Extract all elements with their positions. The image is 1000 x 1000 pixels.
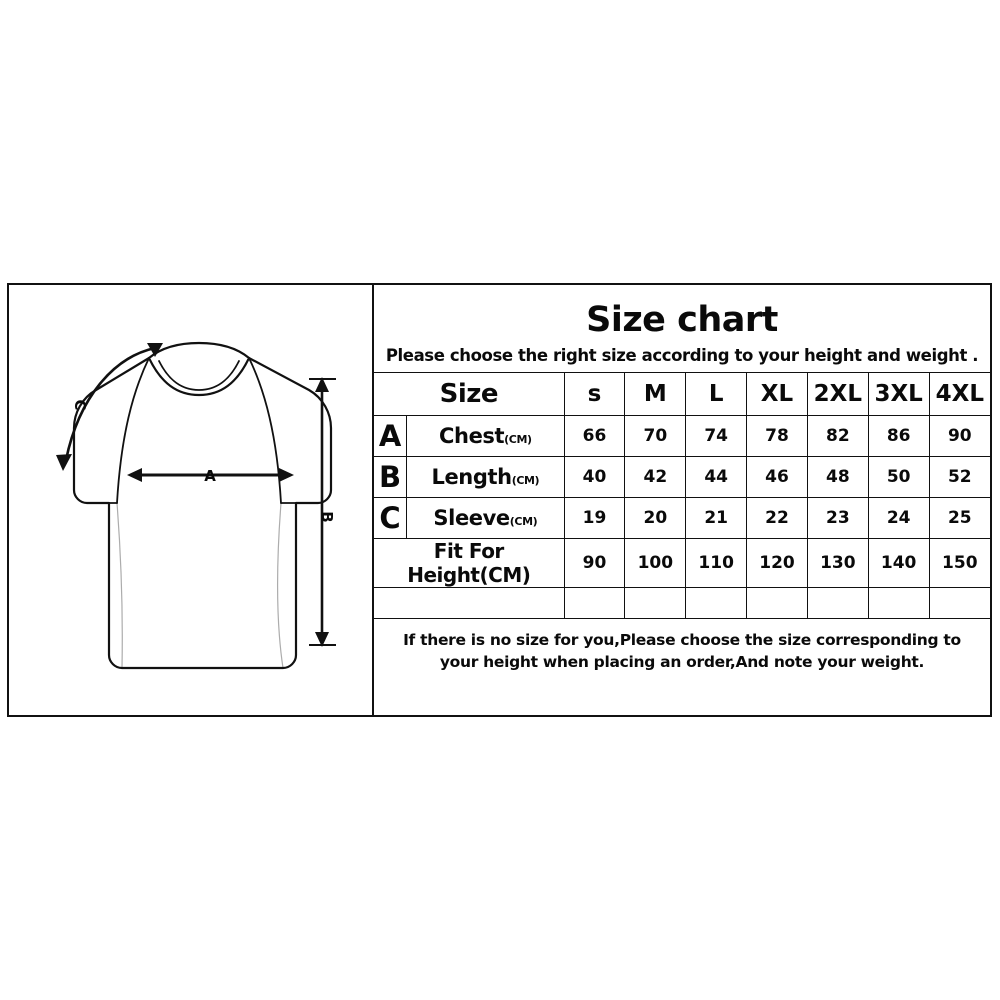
- cell-height-l: 110: [686, 539, 747, 588]
- cell-length-xl: 46: [747, 457, 808, 498]
- header-size-l: L: [686, 373, 747, 416]
- row-label-fit-text: Fit For Height: [407, 539, 504, 587]
- row-label-length-text: Length: [431, 465, 512, 489]
- row-label-chest-text: Chest: [439, 424, 505, 448]
- row-letter-a: A: [374, 416, 407, 457]
- row-label-fit-for-height: [374, 539, 564, 588]
- page-title: Size chart: [586, 300, 778, 340]
- cell-sleeve-l: 21: [686, 498, 747, 539]
- table-row: [374, 457, 990, 498]
- table-row: [374, 539, 990, 588]
- footnote-line-2: your height when placing an order,And note your weight.: [439, 653, 925, 672]
- footnote-line-1: If there is no size for you,Please choose the size corresponding to: [403, 631, 961, 649]
- header-size-m: M: [625, 373, 686, 416]
- table-blank-row: [374, 588, 990, 619]
- header-size-s: s: [564, 373, 625, 416]
- blank-cell-4: [747, 588, 808, 619]
- cell-chest-xl: 78: [747, 416, 808, 457]
- cell-sleeve-2xl: 23: [807, 498, 868, 539]
- t-shirt-illustration-panel: [9, 285, 374, 715]
- table-header-row: [374, 373, 990, 416]
- blank-cell-7: [929, 588, 990, 619]
- cell-height-3xl: 140: [868, 539, 929, 588]
- table-row: [374, 416, 990, 457]
- cell-length-2xl: 48: [807, 457, 868, 498]
- header-size-xl: XL: [747, 373, 808, 416]
- cell-length-l: 44: [686, 457, 747, 498]
- chest-marker-label: A: [204, 467, 216, 485]
- cell-chest-s: 66: [564, 416, 625, 457]
- cell-sleeve-s: 19: [564, 498, 625, 539]
- size-table-panel: [374, 285, 990, 715]
- sleeve-marker-label: C: [71, 399, 89, 411]
- cell-height-m: 100: [625, 539, 686, 588]
- cell-height-4xl: 150: [929, 539, 990, 588]
- cell-sleeve-xl: 22: [747, 498, 808, 539]
- row-letter-b: B: [374, 457, 407, 498]
- cell-chest-3xl: 86: [868, 416, 929, 457]
- cell-chest-l: 74: [686, 416, 747, 457]
- cell-height-s: 90: [564, 539, 625, 588]
- blank-cell-6: [868, 588, 929, 619]
- row-label-sleeve-text: Sleeve: [433, 506, 510, 530]
- cell-height-2xl: 130: [807, 539, 868, 588]
- size-chart-frame: [7, 283, 992, 717]
- blank-cell-1: [564, 588, 625, 619]
- row-unit-fit: (CM): [479, 563, 531, 587]
- blank-cell-3: [686, 588, 747, 619]
- cell-sleeve-4xl: 25: [929, 498, 990, 539]
- t-shirt-diagram: [9, 285, 374, 715]
- row-unit-chest: (CM): [504, 433, 532, 446]
- cell-height-xl: 120: [747, 539, 808, 588]
- cell-sleeve-3xl: 24: [868, 498, 929, 539]
- blank-cell-5: [807, 588, 868, 619]
- blank-cell-label: [374, 588, 564, 619]
- cell-length-4xl: 52: [929, 457, 990, 498]
- header-size-2xl: 2XL: [807, 373, 868, 416]
- cell-length-3xl: 50: [868, 457, 929, 498]
- size-table: [374, 372, 990, 619]
- row-unit-length: (CM): [511, 474, 540, 487]
- cell-sleeve-m: 20: [625, 498, 686, 539]
- blank-cell-2: [625, 588, 686, 619]
- row-unit-sleeve: (CM): [509, 515, 538, 528]
- row-label-length: [407, 457, 565, 498]
- row-label-sleeve: [407, 498, 565, 539]
- cell-length-s: 40: [564, 457, 625, 498]
- header-size-3xl: 3XL: [868, 373, 929, 416]
- header-size: Size: [374, 373, 564, 416]
- table-row: [374, 498, 990, 539]
- header-size-4xl: 4XL: [929, 373, 990, 416]
- chart-subtitle: Please choose the right size according to your height and weight .: [385, 346, 979, 365]
- footnote: [374, 619, 990, 674]
- row-label-chest: [407, 416, 565, 457]
- row-letter-c: C: [374, 498, 407, 539]
- cell-chest-m: 70: [625, 416, 686, 457]
- length-marker-label: B: [318, 511, 336, 523]
- cell-length-m: 42: [625, 457, 686, 498]
- cell-chest-2xl: 82: [807, 416, 868, 457]
- cell-chest-4xl: 90: [929, 416, 990, 457]
